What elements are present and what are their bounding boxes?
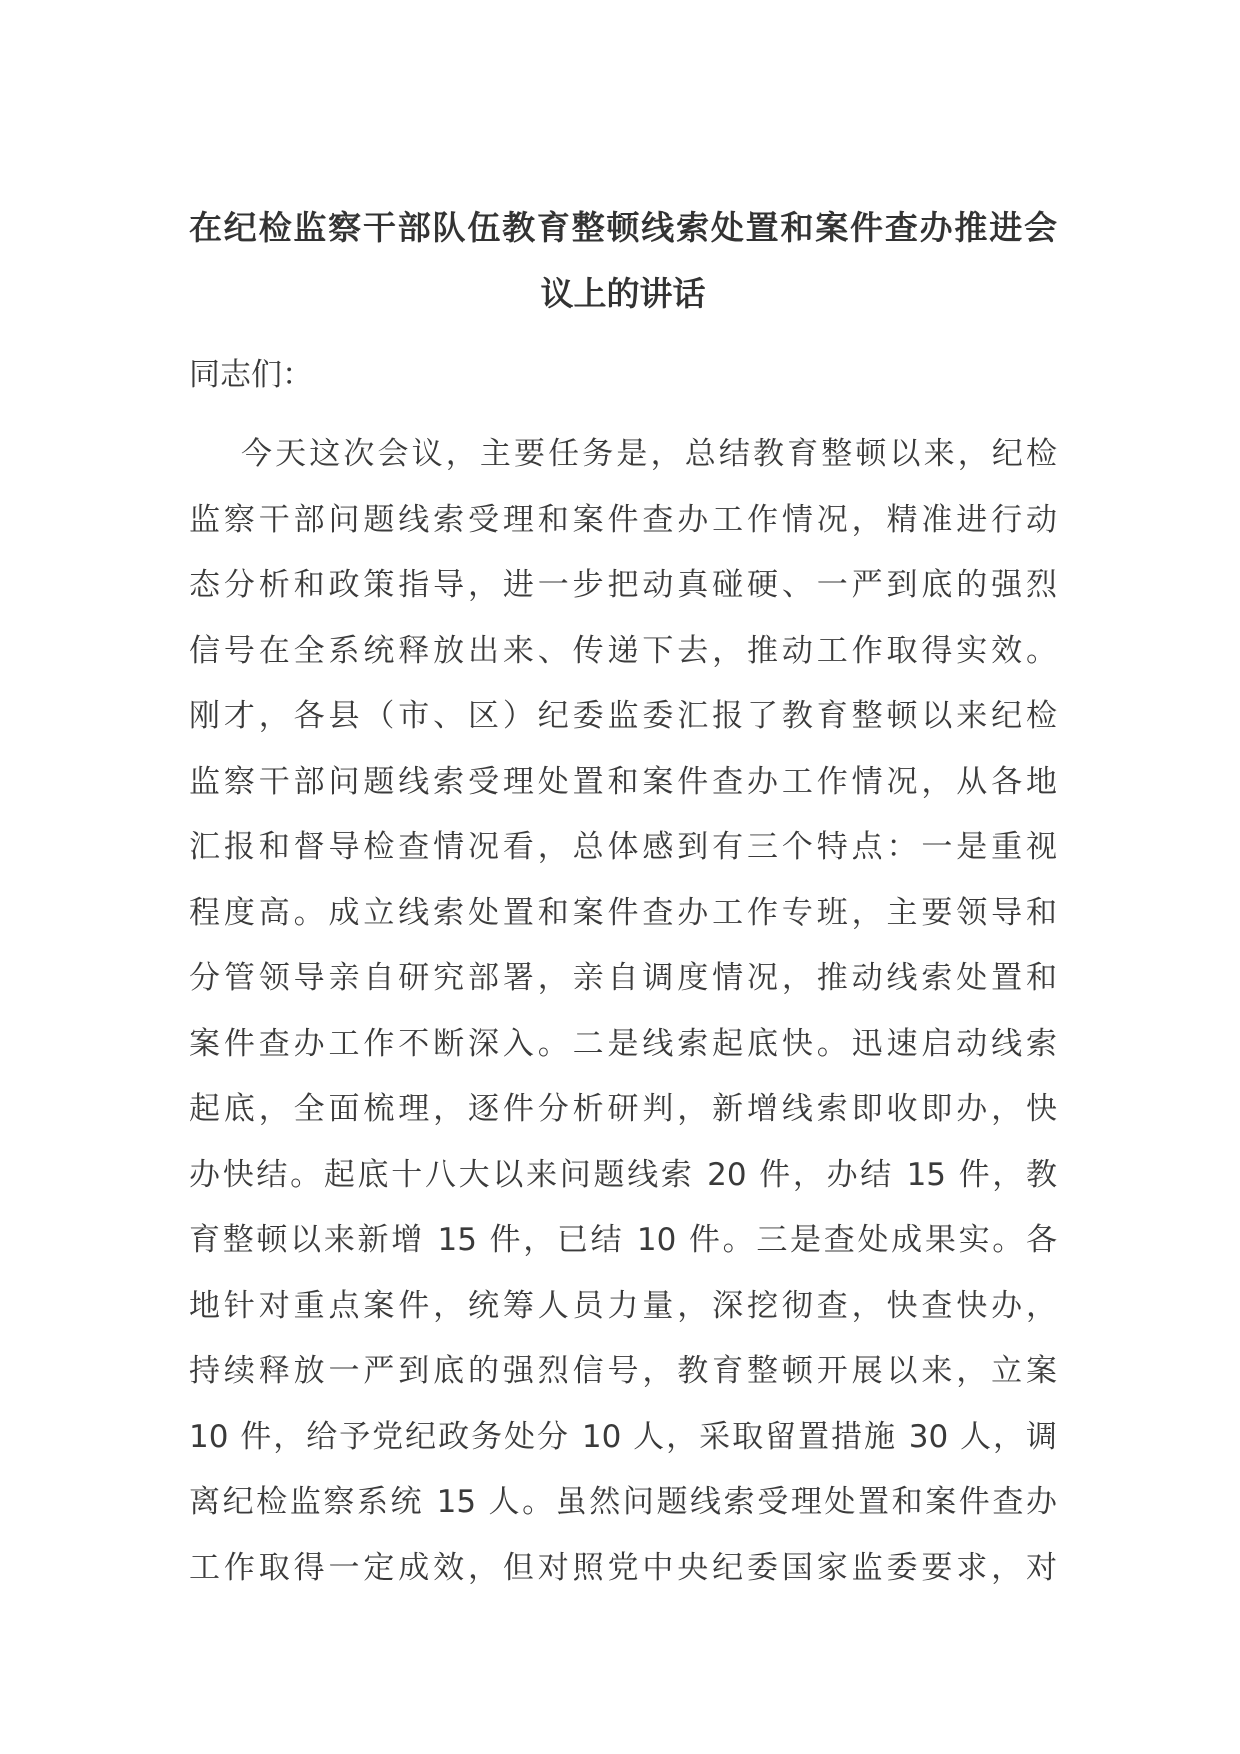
text-line: 监察干部问题线索受理处置和案件查办工作情况，从各地 [189, 763, 1057, 800]
text-line: 监察干部问题线索受理和案件查办工作情况，精准进行动 [189, 501, 1057, 538]
text-line: 分管领导亲自研究部署，亲自调度情况，推动线索处置和 [189, 960, 1057, 996]
text-line: 汇报和督导检查情况看，总体感到有三个特点：一是重视 [189, 829, 1057, 865]
text-line: 离纪检监察系统 15 人。虽然问题线索受理处置和案件查办 [189, 1484, 1057, 1520]
greeting: 同志们： [189, 357, 313, 393]
document-title-line-2: 议上的讲话 [540, 274, 706, 313]
text-line: 信号在全系统释放出来、传递下去，推动工作取得实效。 [189, 632, 1057, 669]
text-line: 刚才，各县（市、区）纪委监委汇报了教育整顿以来纪检 [189, 698, 1057, 734]
text-line: 办快结。起底十八大以来问题线索 20 件，办结 15 件，教 [189, 1156, 1057, 1193]
text-line: 10 件，给予党纪政务处分 10 人，采取留置措施 30 人，调 [189, 1418, 1057, 1455]
text-line: 程度高。成立线索处置和案件查办工作专班，主要领导和 [189, 894, 1057, 931]
body-paragraph [189, 422, 1057, 1601]
text-line: 育整顿以来新增 15 件，已结 10 件。三是查处成果实。各 [189, 1222, 1057, 1258]
document-title-line-1: 在纪检监察干部队伍教育整顿线索处置和案件查办推进会 [189, 208, 1057, 247]
text-line: 态分析和政策指导，进一步把动真碰硬、一严到底的强烈 [189, 567, 1057, 603]
text-line: 今天这次会议，主要任务是，总结教育整顿以来，纪检 [241, 436, 1057, 472]
text-line: 工作取得一定成效，但对照党中央纪委国家监委要求，对 [189, 1549, 1057, 1586]
text-line: 起底，全面梳理，逐件分析研判，新增线索即收即办，快 [189, 1091, 1057, 1127]
text-line: 案件查办工作不断深入。二是线索起底快。迅速启动线索 [189, 1025, 1057, 1062]
text-line: 持续释放一严到底的强烈信号，教育整顿开展以来，立案 [189, 1353, 1057, 1389]
text-line: 地针对重点案件，统筹人员力量，深挖彻查，快查快办， [189, 1287, 1057, 1324]
